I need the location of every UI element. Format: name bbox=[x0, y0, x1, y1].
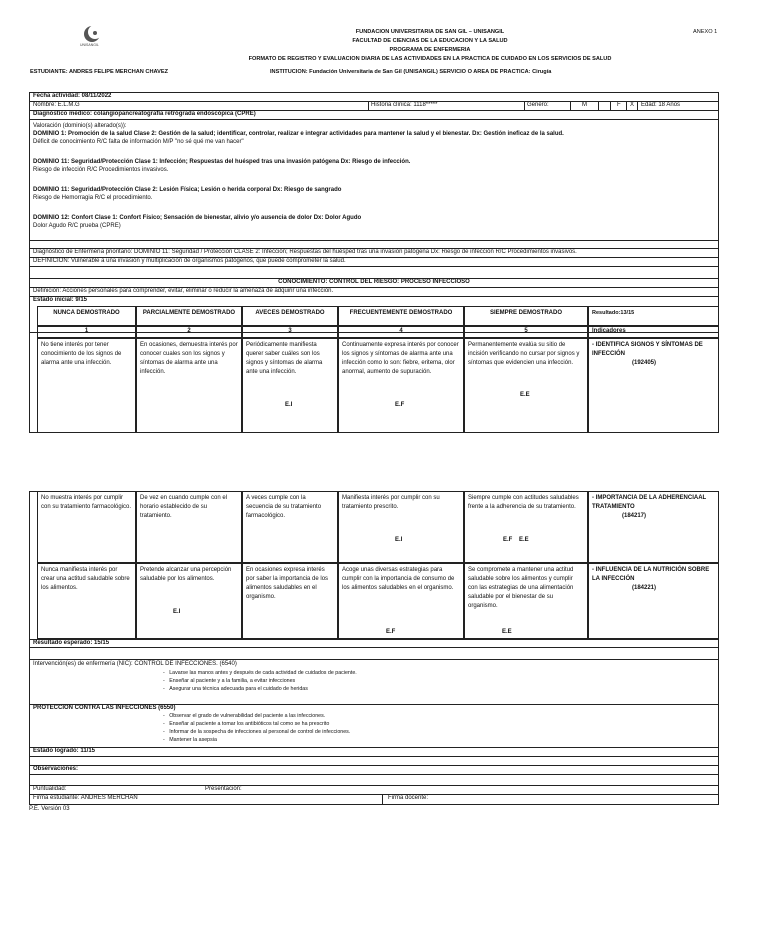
institution-line: INSTITUCION: Fundación Universitaria de San Gil (UNISANGIL) SERVICIO O AREA DE PRACTICA: Cirugía bbox=[270, 69, 552, 75]
scale-cell: En ocasiones expresa interés por saber la importancia de los alimentos saludables en el organismo. bbox=[242, 563, 338, 639]
gender-m: M bbox=[582, 102, 587, 108]
dominio-main: DOMINIO 1: Promoción de la salud Clase 2: Gestión de la salud; identificar, controlar, realizar e integrar actividades para mantener la salud y el bienestar. Dx: Gestión ineficaz de la salud. bbox=[33, 131, 564, 137]
dx-prioritario-row bbox=[30, 249, 718, 258]
historia-clinica: Historia clínica: 1118***** bbox=[371, 102, 438, 108]
definicion-dx: DEFINICION: Vulnerable a una invasión y multiplicación de organismos patógenos, que puede comprometer la salud. bbox=[33, 258, 346, 264]
indicator-cell bbox=[588, 563, 719, 639]
nic-block-1 bbox=[30, 660, 718, 705]
indicator-code: (192405) bbox=[632, 360, 657, 366]
scale-cell: Periódicamente manifiesta querer saber cuáles son los signos y síntomas de alarma ante una infección. bbox=[242, 338, 338, 433]
eval-mark: E.I bbox=[285, 402, 293, 408]
eval-mark: E.E bbox=[502, 629, 512, 635]
scale-cell: Permanentemente evalúa su sitio de incisión verificando no cursar por signos y síntomas que evidencien una infección. bbox=[464, 338, 588, 433]
dominio-sub: Déficit de conocimiento R/C falta de información M/P "no sé qué me van hacer" bbox=[33, 139, 244, 145]
col-header: PARCIALMENTE DEMOSTRADO bbox=[136, 306, 242, 326]
scale-cell: Pretende alcanzar una percepción saludable por los alimentos. bbox=[136, 563, 242, 639]
observaciones-row bbox=[30, 766, 718, 775]
indicadores-header: Indicadores bbox=[588, 326, 719, 338]
scale-number: 2 bbox=[136, 326, 242, 338]
scale-cell: De vez en cuando cumple con el horario establecido de su tratamiento. bbox=[136, 491, 242, 563]
fecha-actividad: Fecha actividad: 08/11/2022 bbox=[33, 93, 112, 99]
dominio-main: DOMINIO 11: Seguridad/Protección Clase 1: Infección; Respuestas del huésped tras una invasión patógena Dx: Riesgo de infección. bbox=[33, 159, 411, 165]
indicator-label: - IMPORTANCIA DE LA ADHERENCIAAL TRATAMIENTO bbox=[592, 495, 707, 510]
firma-estudiante: Firma estudiante: ANDRES MERCHAN bbox=[33, 795, 138, 801]
indicator-label: - IDENTIFICA SIGNOS Y SÍNTOMAS DE INFECCIÓN bbox=[592, 342, 703, 357]
col-header: FRECUENTEMENTE DEMOSTRADO bbox=[338, 306, 464, 326]
indicator-cell bbox=[588, 491, 719, 563]
indicator-cell bbox=[588, 338, 719, 433]
scale-cell: En ocasiones, demuestra interés por conocer cuales son los signos y síntomas de alarma ante una infección. bbox=[136, 338, 242, 433]
blank-row bbox=[30, 757, 718, 766]
firma-docente: Firma docente: bbox=[388, 795, 429, 801]
nic-activity: - Enseñar al paciente y a la familia, a evitar infecciones bbox=[163, 678, 296, 684]
col-header: NUNCA DEMOSTRADO bbox=[37, 306, 136, 326]
blank-row bbox=[30, 267, 718, 279]
col-header: SIEMPRE DEMOSTRADO bbox=[464, 306, 588, 326]
scale-cell: Acoge unas diversas estrategias para cumplir con la importancia de consumo de los alimentos saludables en el organismo. bbox=[338, 563, 464, 639]
eval-mark: E.I bbox=[395, 537, 403, 543]
scale-number: 3 bbox=[242, 326, 338, 338]
diagnostico-medico: Diagnóstico médico: colangiopancreatografía retrógrada endoscópica (CPRE) bbox=[33, 111, 256, 117]
nic-activity: - Observar el grado de vulnerabilidad del paciente a las infecciones. bbox=[163, 713, 326, 719]
logo-text: UNISANGIL bbox=[80, 43, 99, 47]
nic-block-2 bbox=[30, 705, 718, 748]
scale-cell: A veces cumple con la secuencia de su tratamiento farmacológico. bbox=[242, 491, 338, 563]
nic-activity: - Asegurar una técnica adecuada para el cuidado de heridas bbox=[163, 686, 308, 692]
header-line: FACULTAD DE CIENCIAS DE LA EDUCACION Y LA SALUD bbox=[352, 38, 508, 44]
nic-section-box bbox=[29, 639, 719, 805]
dominio-main: DOMINIO 11: Seguridad/Protección Clase 2: Lesión Física; Lesión o herida corporal Dx: Riesgo de sangrado bbox=[33, 187, 342, 193]
indicator-code: (184221) bbox=[632, 585, 657, 591]
student-name: ESTUDIANTE: ANDRES FELIPE MERCHAN CHAVEZ bbox=[30, 69, 168, 75]
valoracion-title: Valoración (dominio(s) alterado(s)): bbox=[33, 123, 127, 129]
blank-row bbox=[30, 240, 718, 249]
patient-info-box bbox=[29, 92, 719, 333]
nombre-row bbox=[30, 102, 718, 111]
estado-logrado: Estado logrado: 11/15 bbox=[33, 748, 96, 754]
scale-cell: No tiene interés por tener conocimiento de los signos de alarma ante una infección. bbox=[37, 338, 136, 433]
scale-number: 1 bbox=[37, 326, 136, 338]
document-header bbox=[230, 28, 630, 64]
valoracion-section bbox=[33, 122, 564, 230]
resultado-esperado-row bbox=[30, 640, 718, 648]
noc-title: CONOCIMIENTO: CONTROL DEL RIESGO: PROCESO INFECCIOSO bbox=[278, 279, 470, 285]
diagnostico-prioritario: Diagnóstico de Enfermería prioritario: DOMINIO 11: Seguridad / Protección CLASE 2: Infección; Respuestas del huésped tras una invasión patógena Dx: Riesgo de infección R/C Procedimientos invasivos. bbox=[33, 249, 577, 255]
scale-cell: Manifiesta interés por cumplir con su tratamiento prescrito. bbox=[338, 491, 464, 563]
noc-definicion-row bbox=[30, 288, 718, 297]
genero-label: Genero: bbox=[527, 102, 549, 108]
nic-title: PROTECCION CONTRA LAS INFECCIONES (6550) bbox=[33, 705, 176, 711]
unisangil-logo bbox=[78, 22, 108, 52]
firmas-row bbox=[30, 795, 718, 804]
noc-title-row bbox=[30, 279, 718, 288]
version-label: P.E. Versión 03 bbox=[29, 806, 70, 812]
scale-cell: No muestra interés por cumplir con su tratamiento farmacológico. bbox=[37, 491, 136, 563]
logo-emblem-icon bbox=[78, 22, 108, 52]
indicator-code: (184217) bbox=[622, 513, 647, 519]
estado-logrado-row bbox=[30, 748, 718, 757]
dominio-main: DOMINIO 12: Confort Clase 1: Confort Físico; Sensación de bienestar, alivio y/o ausencia de dolor Dx: Dolor Agudo bbox=[33, 215, 362, 221]
scale-cell: Siempre cumple con actitudes saludables frente a la adherencia de su tratamiento. bbox=[464, 491, 588, 563]
eval-mark: E.F E.E bbox=[503, 537, 529, 543]
dominio-sub: Dolor Agudo R/C prueba (CPRE) bbox=[33, 223, 121, 229]
header-line: PROGRAMA DE ENFERMERIA bbox=[389, 47, 471, 53]
definicion-row bbox=[30, 258, 718, 267]
patient-age: Edad: 18 Años bbox=[641, 102, 681, 108]
scale-number: 4 bbox=[338, 326, 464, 338]
scale-cell: Nunca manifiesta interés por crear una actitud saludable sobre los alimentos. bbox=[37, 563, 136, 639]
nic-title bbox=[33, 661, 237, 668]
dominio-sub: Riesgo de Hemorragia R/C el procedimiento. bbox=[33, 195, 153, 201]
puntualidad-row bbox=[30, 786, 718, 795]
col-header: AVECES DEMOSTRADO bbox=[242, 306, 338, 326]
blank-row bbox=[30, 775, 718, 786]
presentacion: Presentación: bbox=[205, 786, 242, 792]
scale-cell: Continuamente expresa interés por conocer los signos y síntomas de alarma ante una infección como lo son: fiebre, eritema, olor anormal, aumento de supuración. bbox=[338, 338, 464, 433]
header-line: FORMATO DE REGISTRO Y EVALUACION DIARIA DE LAS ACTIVIDADES EN LA PRACTICA DE CUIDADO EN LOS SERVICIOS DE SALUD bbox=[248, 56, 612, 62]
puntualidad: Puntualidad: bbox=[33, 786, 67, 792]
dx-medico-row bbox=[30, 111, 718, 120]
observaciones: Observaciones: bbox=[33, 766, 79, 772]
estado-inicial: Estado inicial: 9/15 bbox=[33, 297, 88, 303]
eval-mark: E.E bbox=[520, 392, 530, 398]
blank-row bbox=[30, 648, 718, 660]
nic-activity: - Lavarse las manos antes y después de cada actividad de cuidados de paciente. bbox=[163, 670, 357, 676]
anexo-label: ANEXO 1 bbox=[693, 29, 718, 35]
dominio-sub: Riesgo de infección R/C Procedimientos invasivos. bbox=[33, 167, 169, 173]
resultado-header: Resultado:13/15 bbox=[588, 306, 719, 326]
patient-name: Nombre: E.L.M.G bbox=[33, 102, 80, 108]
eval-mark: E.F bbox=[395, 402, 405, 408]
resultado-esperado: Resultado esperado: 15/15 bbox=[33, 640, 110, 646]
eval-mark: E.F bbox=[386, 629, 396, 635]
noc-definicion: Definición: Acciones personales para comprender, evitar, eliminar o reducir la amenaza de adquirir una infección. bbox=[33, 288, 334, 294]
eval-mark: E.I bbox=[173, 609, 181, 615]
nic-activity: - Enseñar al paciente a tomar los antibióticos tal como se ha prescrito bbox=[163, 721, 330, 727]
nic-title-text: Intervención(es) de enfermería (NIC): CONTROL DE INFECCIONES. (6540) bbox=[33, 661, 237, 667]
header-line: FUNDACION UNIVERSITARIA DE SAN GIL – UNISANGIL bbox=[355, 29, 505, 35]
scale-number: 5 bbox=[464, 326, 588, 338]
gender-x: X bbox=[630, 102, 635, 108]
nic-activity: - Mantener la asepsia bbox=[163, 737, 217, 743]
indicator-label: - INFLUENCIA DE LA NUTRICIÓN SOBRE LA INFECCIÓN bbox=[592, 567, 710, 582]
fecha-row bbox=[30, 93, 718, 102]
scale-cell: Se compromete a mantener una actitud saludable sobre los alimentos y cumplir con las estrategias de una alimentación saludable por el bienestar de su organismo. bbox=[464, 563, 588, 639]
gender-f: F bbox=[617, 102, 621, 108]
nic-activity: - Informar de la sospecha de infecciones al personal de control de infecciones. bbox=[163, 729, 351, 735]
